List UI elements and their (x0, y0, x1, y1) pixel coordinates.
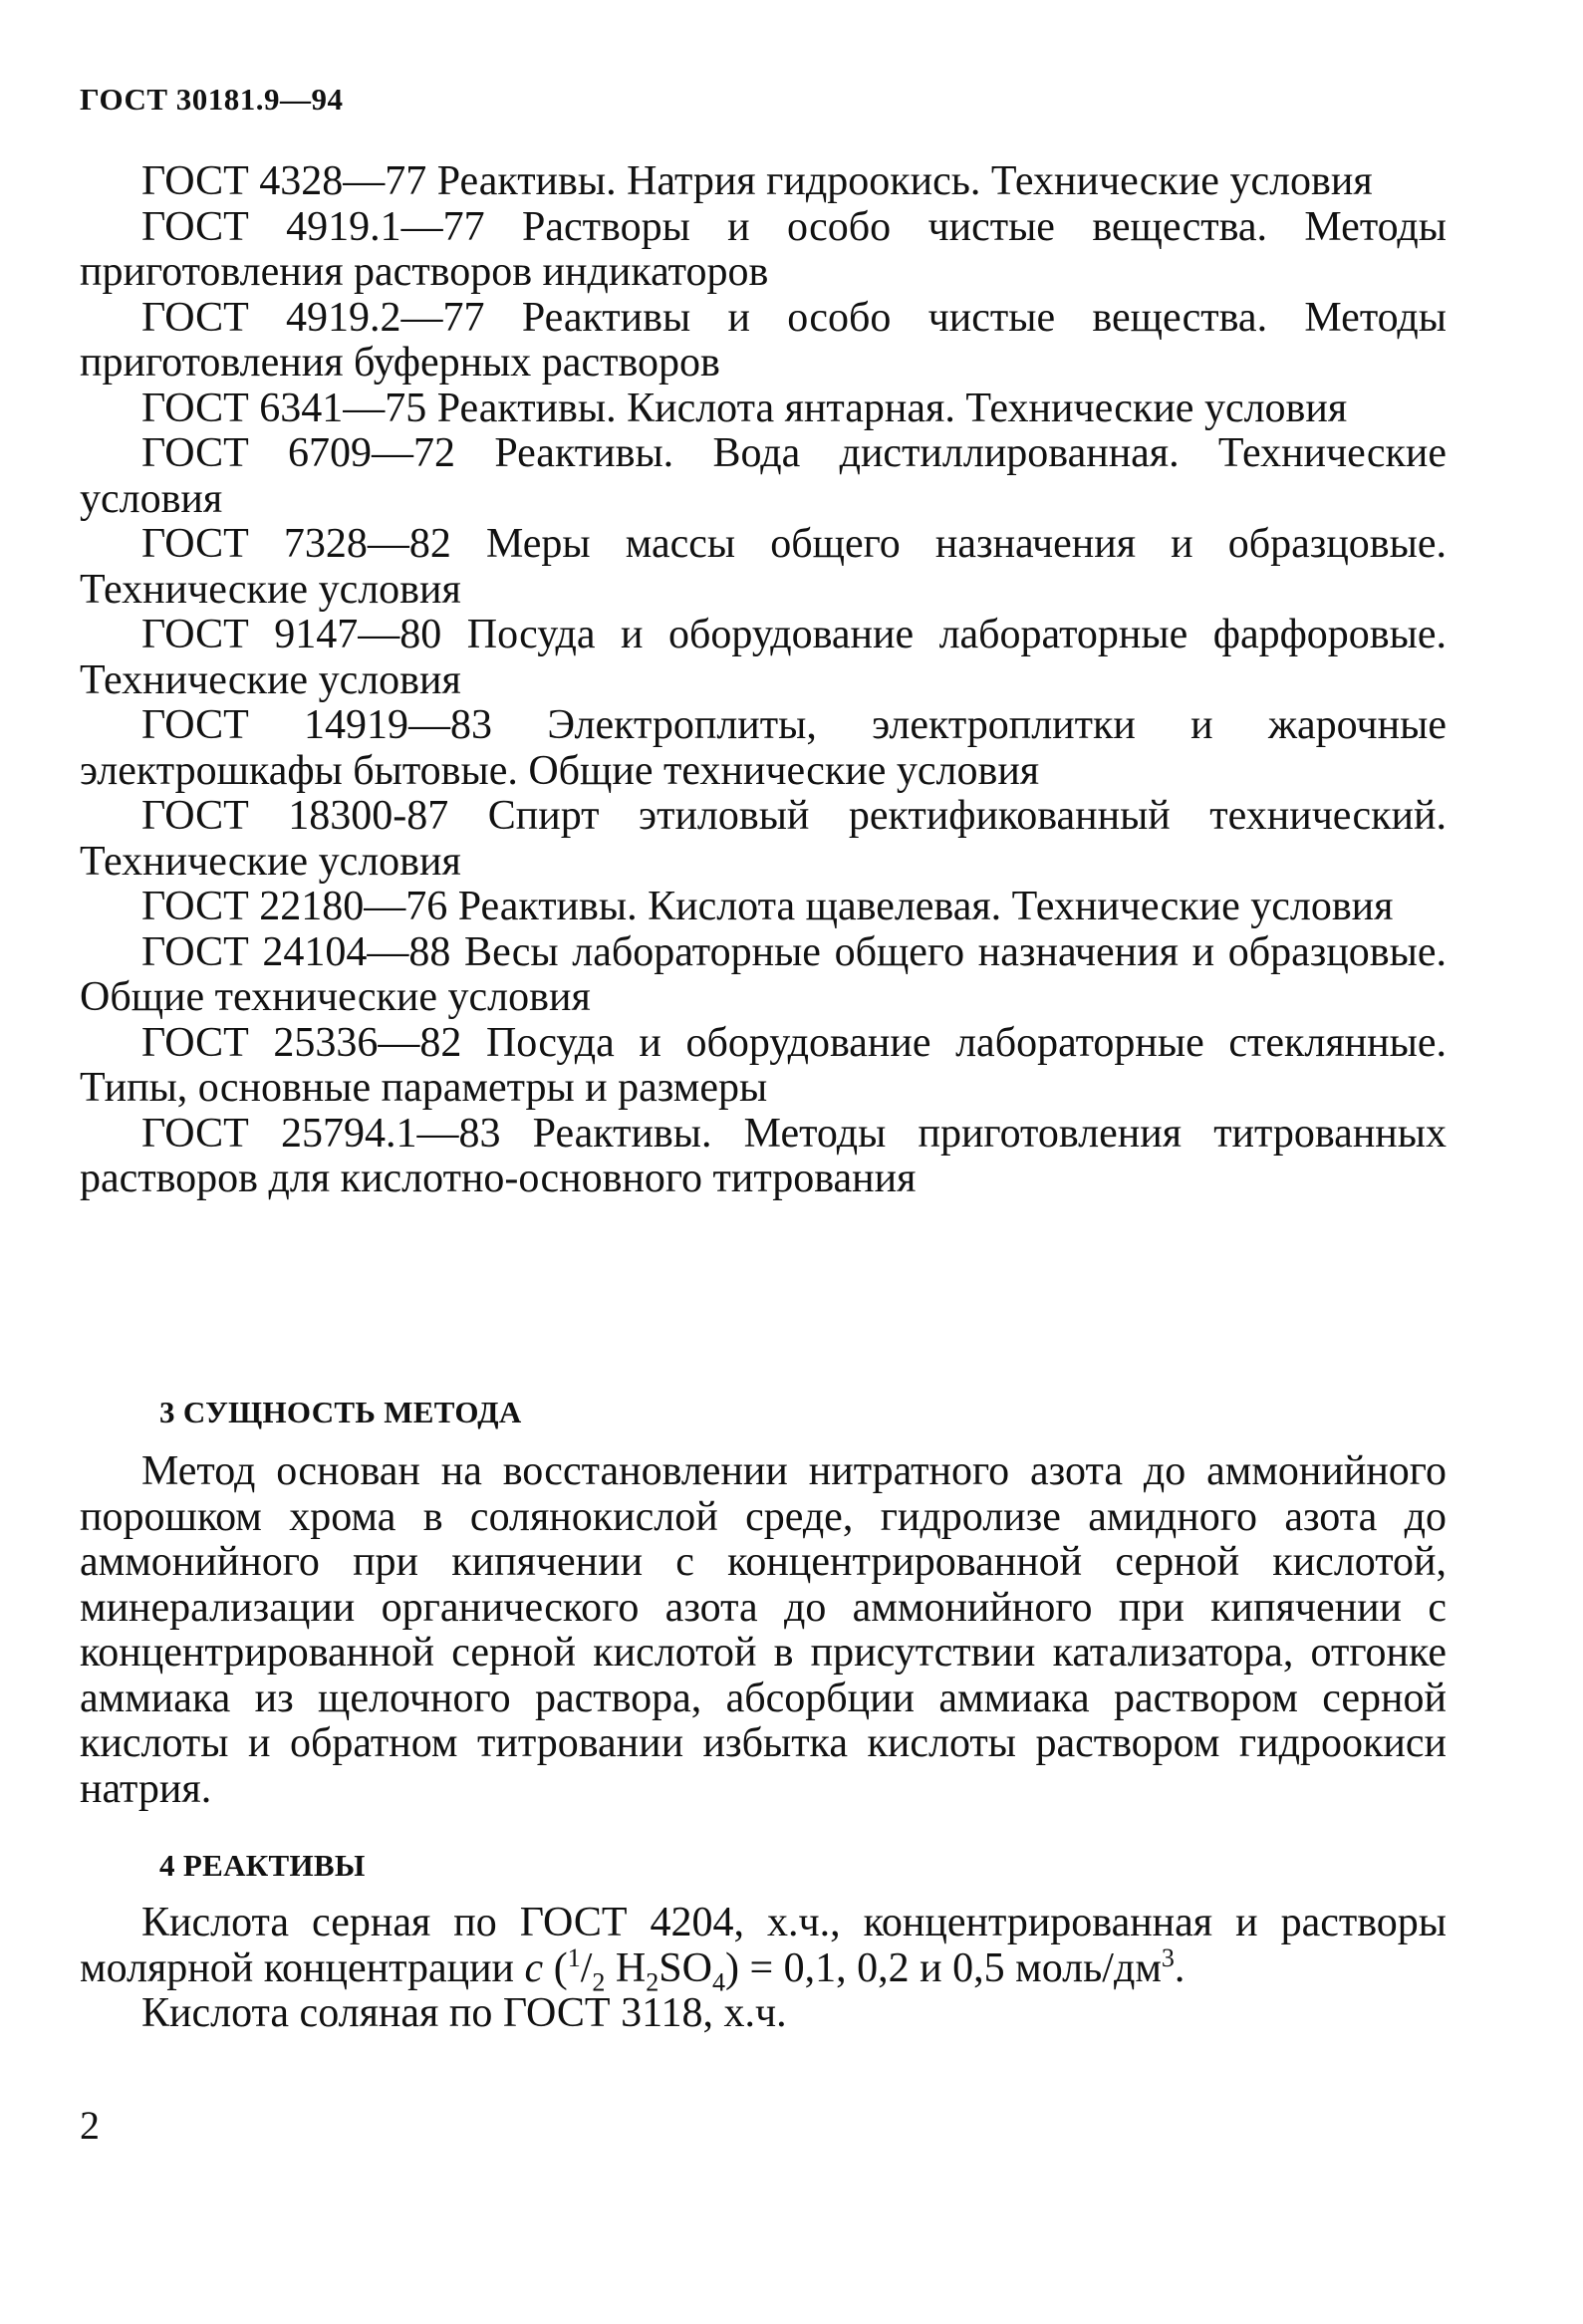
reference-item: ГОСТ 4919.1—77 Растворы и особо чистые вещества. Методы приготовления растворов индикаторов (80, 203, 1447, 295)
reference-item: ГОСТ 4919.2—77 Реактивы и особо чистые вещества. Методы приготовления буферных растворов (80, 294, 1447, 386)
section-3-text: Метод основан на восстановлении нитратного азота до аммонийного порошком хрома в солянокислой среде, гидролизе амидного азота до аммонийного при кипячении с концентрированной серной кислотой, минерализации органического азота до аммонийного при кипячении с концентрированной серной кислотой в присутствии катализатора, отгонке аммиака из щелочного раствора, абсорбции аммиака раствором серной кислоты и обратном титровании избытка кислоты раствором гидроокиси натрия. (80, 1448, 1447, 1812)
page-header: ГОСТ 30181.9—94 (80, 82, 344, 117)
reference-item: ГОСТ 7328—82 Меры массы общего назначения и образцовые. Технические условия (80, 521, 1447, 613)
reference-item: ГОСТ 9147—80 Посуда и оборудование лабораторные фарфоровые. Технические условия (80, 612, 1447, 703)
reagent-hydrochloric-acid: Кислота соляная по ГОСТ 3118, х.ч. (141, 1990, 787, 2036)
reference-item: ГОСТ 6341—75 Реактивы. Кислота янтарная. Технические условия (141, 385, 1348, 431)
page-number: 2 (80, 2103, 100, 2148)
references-list (80, 159, 1447, 1202)
reference-item: ГОСТ 6709—72 Реактивы. Вода дистиллированная. Технические условия (80, 430, 1447, 522)
section-4-body (80, 1901, 1447, 2037)
reference-item: ГОСТ 25336—82 Посуда и оборудование лабораторные стеклянные. Типы, основные параметры и размеры (80, 1019, 1447, 1111)
reagent-sulfuric-acid: Кислота серная по ГОСТ 4204, х.ч., концентрированная и растворы молярной концентрации c ($^1/_2$ $H_2SO_4) = 0,1$, 0,2 и 0,5 моль/$дм^3$. (80, 1900, 1447, 1996)
reference-item: ГОСТ 18300-87 Спирт этиловый ректификованный технический. Технические условия (80, 793, 1447, 885)
reference-item: ГОСТ 22180—76 Реактивы. Кислота щавелевая. Технические условия (141, 884, 1394, 929)
section-3-title: 3 СУЩНОСТЬ МЕТОДА (159, 1395, 522, 1429)
reference-item: ГОСТ 25794.1—83 Реактивы. Методы приготовления титрованных растворов для кислотно-основного титрования (80, 1110, 1447, 1201)
reference-item: ГОСТ 14919—83 Электроплиты, электроплитки и жарочные электрошкафы бытовые. Общие технические условия (80, 702, 1447, 794)
reference-item: ГОСТ 4328—77 Реактивы. Натрия гидроокись. Технические условия (141, 158, 1373, 204)
reference-item: ГОСТ 24104—88 Весы лабораторные общего назначения и образцовые. Общие технические условия (80, 928, 1447, 1020)
section-4-title: 4 РЕАКТИВЫ (159, 1848, 366, 1883)
